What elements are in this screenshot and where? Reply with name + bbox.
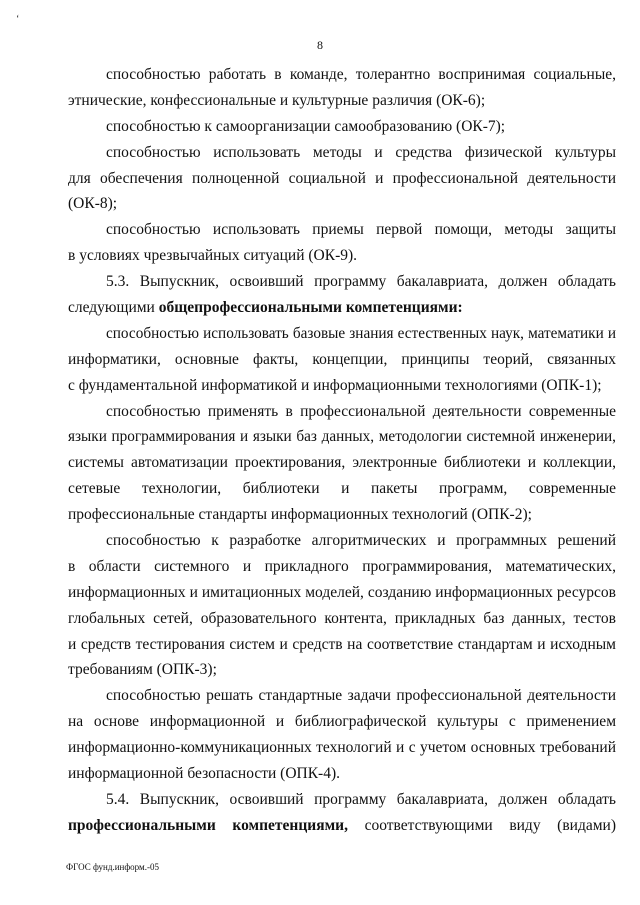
line-text: способностью использовать приемы первой помощи, методы защиты: [106, 221, 616, 239]
line-text: для обеспечения полноценной социальной и профессиональной деятельности: [68, 169, 616, 187]
text-line: [68, 580, 616, 606]
text-line: [68, 554, 616, 580]
text-line: [68, 709, 616, 735]
line-text: в области системного и прикладного программирования, математических,: [68, 557, 616, 575]
line-text: и средств тестирования систем и средств на соответствие стандартам и исходным: [68, 635, 616, 653]
text-line: [68, 62, 616, 88]
text-line: [68, 399, 616, 425]
line-text: способностью работать в команде, толерантно воспринимая социальные,: [106, 66, 616, 83]
line-text: профессиональные стандарты информационных технологий (ОПК-2);: [68, 506, 532, 524]
line-text: способностью применять в профессиональной деятельности современные: [106, 402, 616, 420]
line-text: информационных и имитационных моделей, созданию информационных ресурсов: [68, 583, 616, 601]
line-text: этнические, конфессиональные и культурные различия (ОК-6);: [68, 91, 486, 109]
text-line: [68, 114, 616, 140]
line-text: способностью к самоорганизации самообразованию (ОК-7);: [106, 117, 506, 135]
text-line: [68, 657, 616, 683]
line-text: следующими: [68, 299, 159, 317]
text-line: [68, 217, 616, 243]
text-line: [68, 269, 616, 295]
text-line: [68, 191, 616, 217]
text-line: [68, 243, 616, 269]
text-line: [68, 166, 616, 192]
bold-term: общепрофессиональными компетенциями:: [158, 299, 463, 317]
text-line: [68, 347, 616, 373]
line-text: системы автоматизации проектирования, электронные библиотеки и коллекции,: [68, 454, 616, 472]
line-text: с фундаментальной информатикой и информационными технологиями (ОПК-1);: [68, 376, 602, 394]
page-corner-mark: ʻ: [16, 14, 20, 25]
page-number: 8: [317, 38, 323, 52]
text-line: [68, 88, 616, 114]
line-text: соответствующими виду (видами): [347, 816, 616, 834]
text-line: [68, 476, 616, 502]
text-line: [68, 632, 616, 658]
line-text: информационной безопасности (ОПК-4).: [68, 765, 341, 783]
line-text: 5.3. Выпускник, освоивший программу бакалавриата, должен обладать: [106, 273, 616, 291]
line-text: 5.4. Выпускник, освоивший программу бакалавриата, должен обладать: [106, 790, 616, 808]
text-line: [68, 502, 616, 528]
line-text: в условиях чрезвычайных ситуаций (ОК-9).: [68, 247, 358, 265]
line-text: информатики, основные факты, концепции, принципы теорий, связанных: [68, 350, 616, 368]
text-line: [68, 295, 616, 321]
line-text: глобальных сетей, образовательного контента, прикладных баз данных, тестов: [68, 609, 616, 627]
line-text: на основе информационной и библиографической культуры с применением: [68, 713, 616, 731]
line-text: сетевые технологии, библиотеки и пакеты программ, современные: [68, 480, 616, 498]
line-text: способностью решать стандартные задачи профессиональной деятельности: [106, 687, 616, 705]
text-line: [68, 683, 616, 709]
text-line: [68, 735, 616, 761]
text-line: [68, 813, 616, 839]
document-body: [68, 62, 616, 839]
text-line: [68, 321, 616, 347]
text-line: [68, 373, 616, 399]
text-line: [68, 787, 616, 813]
line-text: (ОК-8);: [68, 195, 118, 213]
text-line: [68, 761, 616, 787]
line-text: языки программирования и языки баз данных, методологии системной инженерии,: [68, 428, 616, 446]
line-text: способностью к разработке алгоритмических и программных решений: [106, 532, 616, 550]
bold-term: профессиональными компетенциями,: [68, 816, 348, 834]
line-text: способностью использовать методы и средства физической культуры: [106, 143, 616, 161]
text-line: [68, 424, 616, 450]
page-footer: ФГОС фунд.информ.-05: [66, 862, 159, 872]
text-line: [68, 140, 616, 166]
line-text: способностью использовать базовые знания естественных наук, математики и: [106, 324, 616, 342]
text-line: [68, 528, 616, 554]
text-line: [68, 450, 616, 476]
line-text: информационно-коммуникационных технологий и с учетом основных требований: [68, 739, 616, 757]
text-line: [68, 606, 616, 632]
line-text: требованиям (ОПК-3);: [68, 661, 217, 679]
